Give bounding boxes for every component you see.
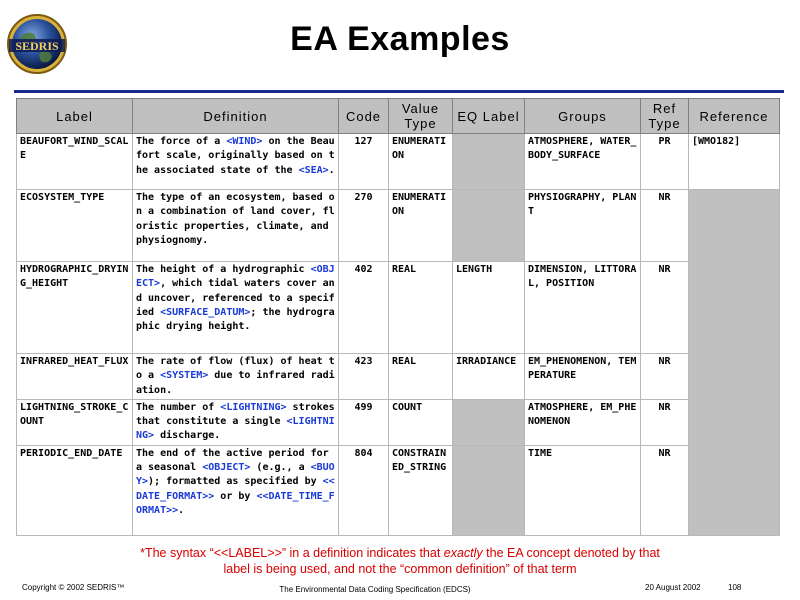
row-label: ECOSYSTEM_TYPE [17, 190, 133, 262]
table-header-row [17, 99, 780, 134]
definition-text: (e.g., a [250, 462, 311, 474]
col-header-reference: Reference [689, 99, 780, 134]
definition-text: The rate of flow (flux) of heat to a [136, 356, 335, 382]
page-number: 108 [728, 583, 742, 592]
row-code: 402 [339, 262, 389, 354]
label-reference: <OBJECT> [136, 264, 335, 290]
row-ref-type: NR [641, 190, 689, 262]
title-divider [14, 90, 784, 93]
col-header-value-type: Value Type [389, 99, 453, 134]
row-label: BEAUFORT_WIND_SCALE [17, 134, 133, 190]
row-groups: ATMOSPHERE, EM_PHENOMENON [525, 399, 641, 445]
label-reference: <LIGHTNING> [220, 401, 287, 413]
row-label: LIGHTNING_STROKE_COUNT [17, 399, 133, 445]
table-row [17, 134, 780, 190]
footnote [0, 545, 800, 577]
col-header-groups: Groups [525, 99, 641, 134]
col-header-ref-type: Ref Type [641, 99, 689, 134]
row-eq-label: IRRADIANCE [453, 354, 525, 400]
row-value-type: COUNT [389, 399, 453, 445]
row-ref-type: PR [641, 134, 689, 190]
definition-text: on the Beaufort scale, originally based on the associated state of the [136, 136, 335, 176]
row-label: PERIODIC_END_DATE [17, 445, 133, 535]
label-reference: <BUOY> [136, 462, 335, 488]
row-value-type: REAL [389, 354, 453, 400]
row-definition [133, 445, 339, 535]
row-value-type: ENUMERATION [389, 134, 453, 190]
row-groups: ATMOSPHERE, WATER_BODY_SURFACE [525, 134, 641, 190]
definition-text: The number of [136, 401, 221, 413]
definition-text: The force of a [136, 136, 227, 147]
footnote-line-2: label is being used, and not the “common definition” of that term [223, 562, 577, 576]
row-ref-type: NR [641, 262, 689, 354]
table-row [17, 399, 780, 445]
col-header-label: Label [17, 99, 133, 134]
col-header-eq-label: EQ Label [453, 99, 525, 134]
table-row [17, 445, 780, 535]
label-reference: <LIGHTNING> [136, 416, 335, 442]
definition-text: due to infrared radiation. [136, 370, 335, 396]
ea-table [16, 98, 780, 536]
row-groups: TIME [525, 445, 641, 535]
row-code: 804 [339, 445, 389, 535]
row-eq-label [453, 399, 525, 445]
row-value-type: ENUMERATION [389, 190, 453, 262]
row-value-type: CONSTRAINED_STRING [389, 445, 453, 535]
label-reference: <SEA> [298, 164, 329, 176]
row-definition [133, 354, 339, 400]
definition-text: The height of a hydrographic [136, 264, 311, 275]
label-reference: <SURFACE_DATUM> [160, 306, 251, 318]
row-ref-type: NR [641, 445, 689, 535]
footer-date: 20 August 2002 [645, 583, 701, 592]
col-header-definition: Definition [133, 99, 339, 134]
row-definition [133, 134, 339, 190]
footnote-emphasis: exactly [443, 546, 483, 560]
definition-text: , which tidal waters cover and uncover, referenced to a specified [136, 278, 335, 318]
row-code: 127 [339, 134, 389, 190]
row-reference: [WMO182] [689, 134, 780, 190]
row-eq-label [453, 134, 525, 190]
row-groups: DIMENSION, LITTORAL, POSITION [525, 262, 641, 354]
definition-text: . [178, 505, 185, 517]
row-value-type: REAL [389, 262, 453, 354]
col-header-code: Code [339, 99, 389, 134]
document-title: The Environmental Data Coding Specification (EDCS) [279, 585, 471, 594]
row-definition [133, 190, 339, 262]
row-eq-label [453, 190, 525, 262]
row-code: 270 [339, 190, 389, 262]
definition-text: ); formatted as specified by [148, 476, 323, 488]
row-code: 499 [339, 399, 389, 445]
definition-text: ; the hydrographic drying height. [136, 306, 335, 333]
label-reference: <SYSTEM> [160, 370, 209, 382]
page-title: EA Examples [290, 20, 510, 58]
row-definition [133, 262, 339, 354]
definition-text: . [328, 164, 335, 176]
row-label: INFRARED_HEAT_FLUX [17, 354, 133, 400]
definition-text: The end of the active period for a seasonal [136, 447, 329, 474]
row-definition [133, 399, 339, 445]
row-groups: EM_PHENOMENON, TEMPERATURE [525, 354, 641, 400]
definition-text: discharge. [154, 430, 221, 442]
label-reference: <WIND> [226, 136, 263, 147]
label-reference: <<DATE_TIME_FORMAT>> [136, 490, 335, 517]
definition-text: The type of an ecosystem, based on a combination of land cover, floristic properties, climate, and physiognomy. [136, 192, 335, 246]
copyright-text: Copyright © 2002 SEDRIS™ [22, 583, 125, 592]
table-row [17, 354, 780, 400]
row-ref-type: NR [641, 399, 689, 445]
table-row [17, 262, 780, 354]
label-reference: <OBJECT> [202, 462, 251, 474]
row-ref-type: NR [641, 354, 689, 400]
row-label: HYDROGRAPHIC_DRYING_HEIGHT [17, 262, 133, 354]
row-eq-label: LENGTH [453, 262, 525, 354]
definition-text: or by [214, 490, 257, 502]
row-reference-empty [689, 190, 780, 536]
footnote-line-1: *The syntax “<<LABEL>>” in a definition indicates that exactly the EA concept denoted by that [140, 546, 660, 560]
label-reference: <<DATE_FORMAT>> [136, 476, 335, 502]
table-row [17, 190, 780, 262]
row-groups: PHYSIOGRAPHY, PLANT [525, 190, 641, 262]
row-eq-label [453, 445, 525, 535]
logo-text: SEDRIS [15, 39, 59, 53]
row-code: 423 [339, 354, 389, 400]
definition-text: strokes that constitute a single [136, 401, 335, 428]
